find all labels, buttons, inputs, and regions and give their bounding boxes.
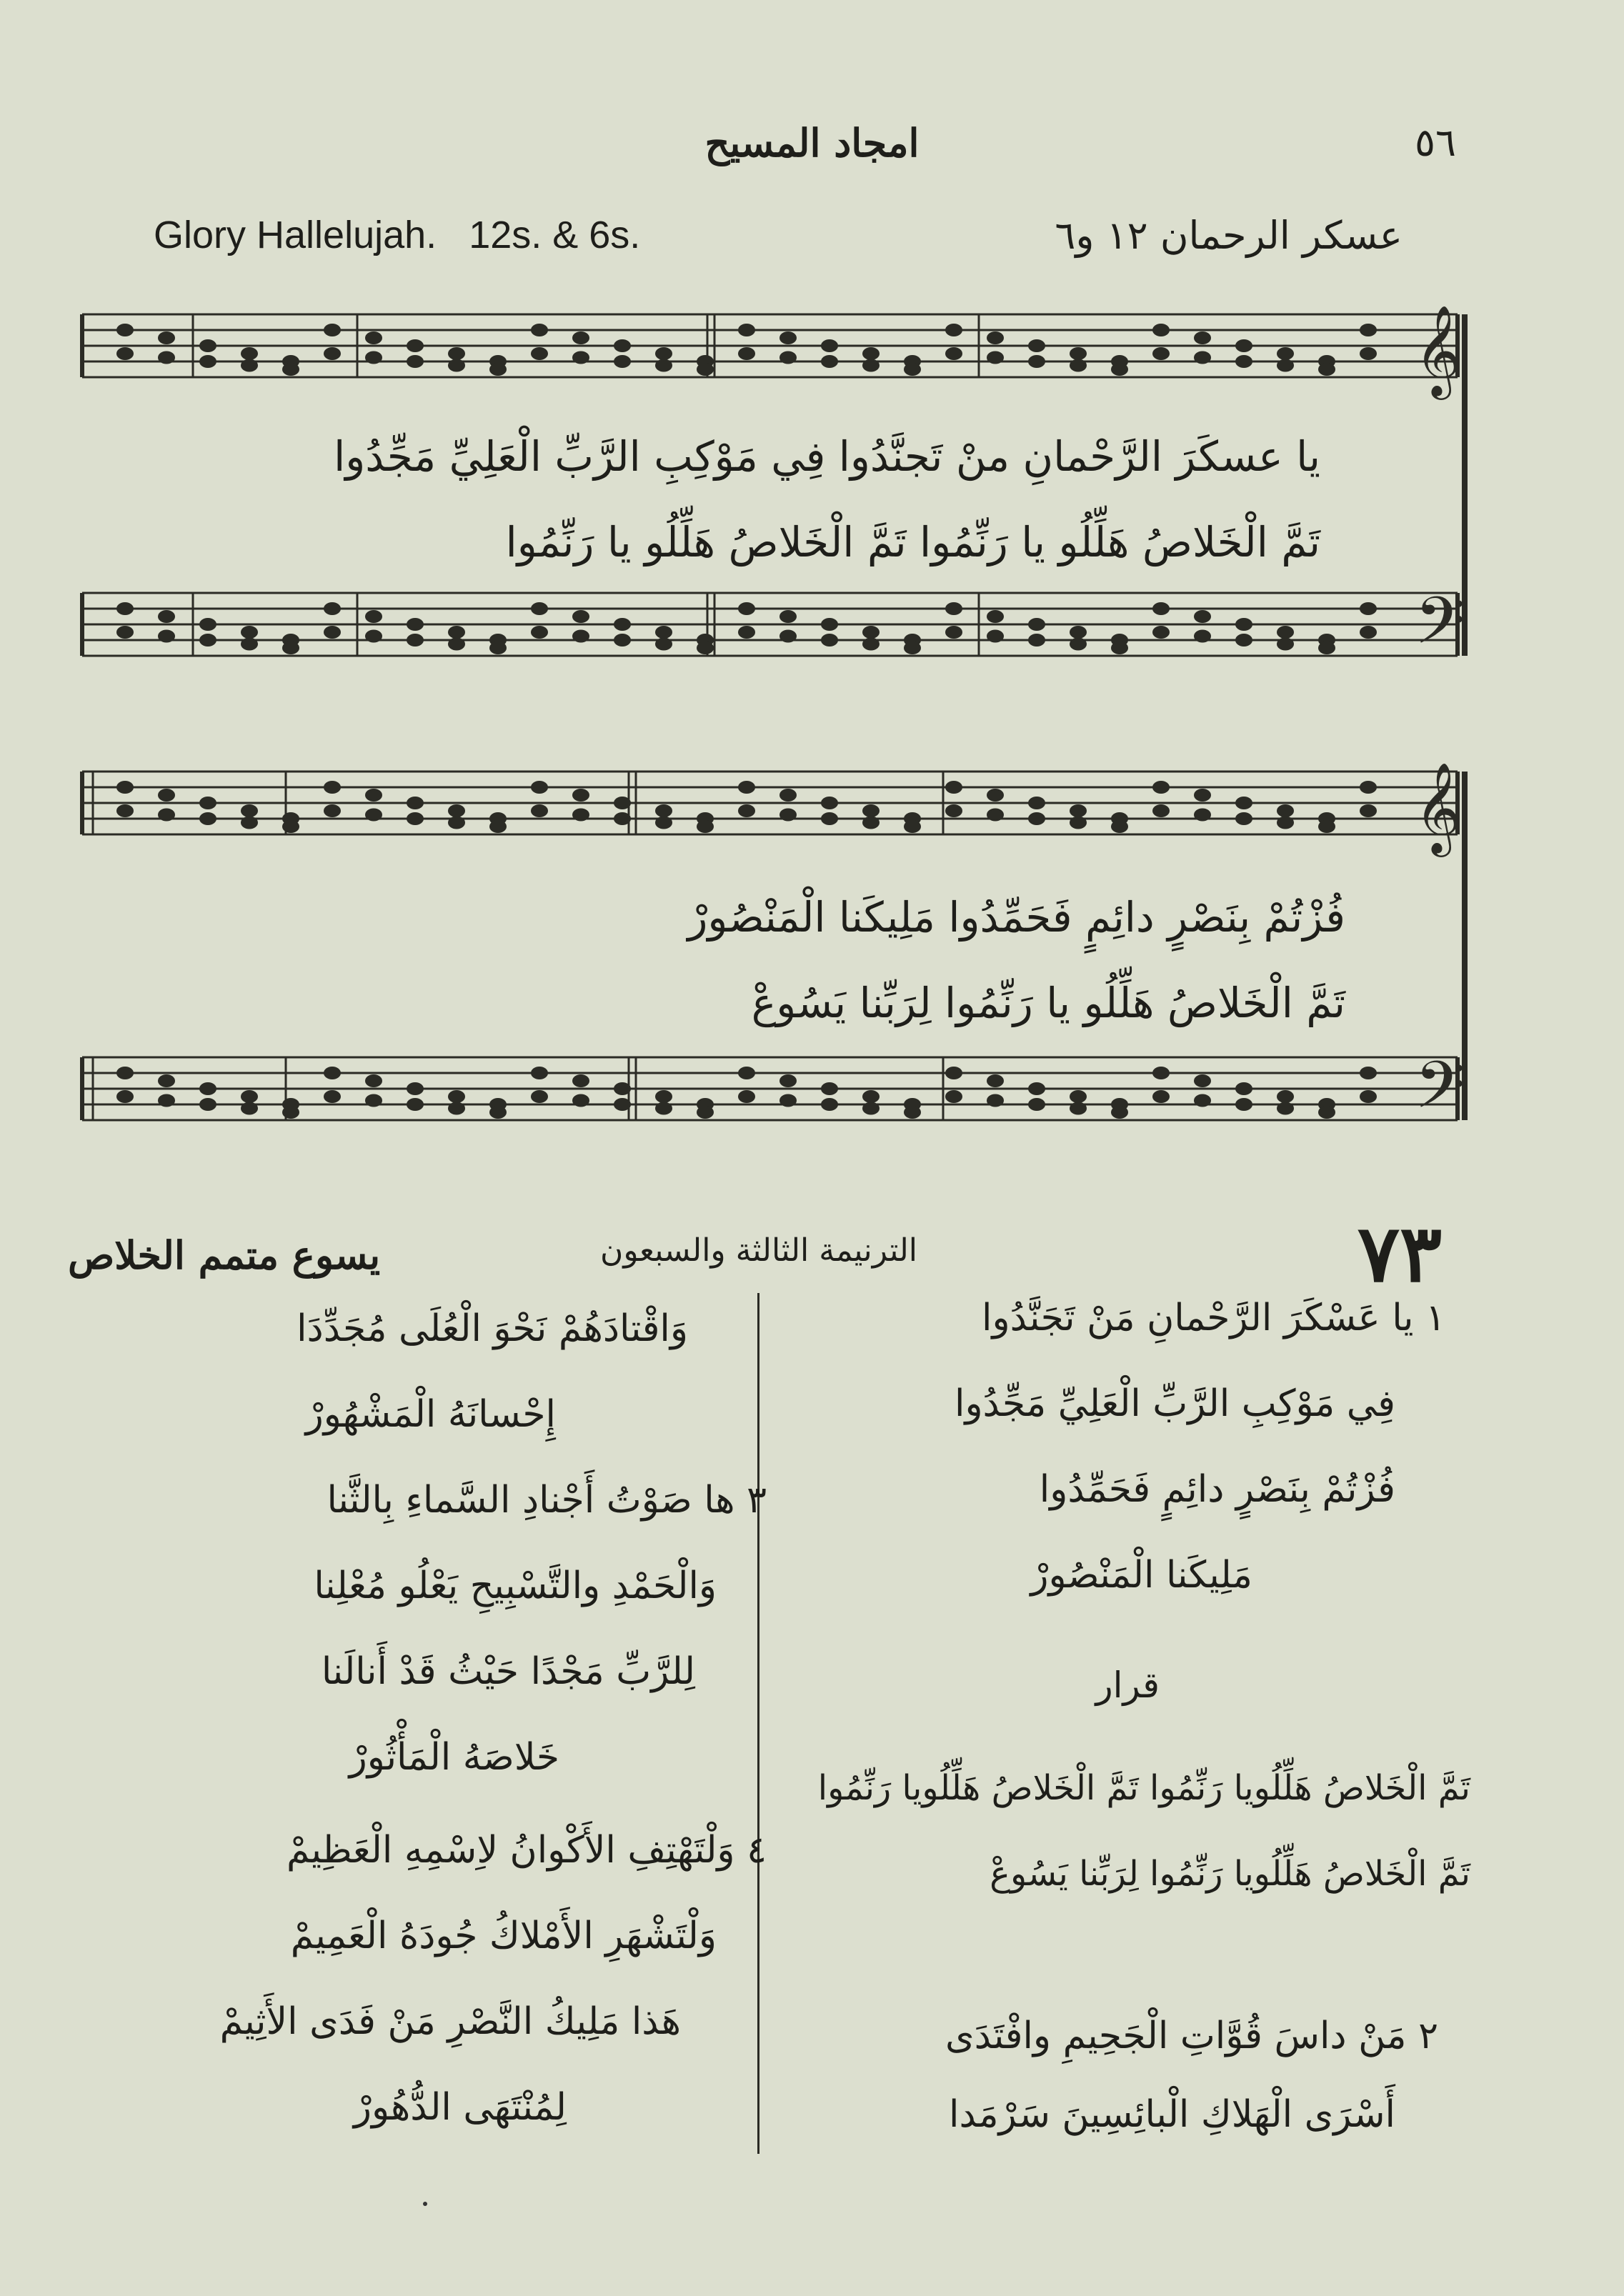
- system2-bass-note: [448, 1102, 465, 1115]
- system1-treble-note: [489, 363, 507, 376]
- chorus-line2: تَمَّ الْخَلاصُ هَلِّلُويا رَنِّمُوا لِرَبِّنا يَسُوعْ: [990, 1854, 1470, 1894]
- system2-treble-note: [572, 789, 589, 802]
- system1-treble-note: [199, 355, 216, 368]
- verse3-line4: خَلاصَهُ الْمَأْثُورْ: [349, 1736, 559, 1779]
- system2-treble-note: [1235, 797, 1252, 809]
- hymn-subtitle: يسوع متمم الخلاص: [68, 1232, 381, 1278]
- system2-treble-note: [448, 817, 465, 829]
- system1-bass-note: [1152, 626, 1170, 639]
- verse1-line2: فِي مَوْكِبِ الرَّبِّ الْعَلِيِّ مَجِّدُوا: [955, 1382, 1395, 1425]
- system1-treble-note: [241, 347, 258, 360]
- system2-treble-note: [1318, 820, 1335, 833]
- verse2-line4: إِحْسانَهُ الْمَشْهُورْ: [305, 1393, 556, 1436]
- system1-bass-note: [1277, 626, 1294, 639]
- system2-bass-note: [1235, 1098, 1252, 1111]
- system2-treble-note: [324, 804, 341, 817]
- treble-clef-icon: 𝄞: [1415, 304, 1462, 396]
- system1-treble-note: [738, 347, 755, 360]
- system2-treble-note: [614, 797, 631, 809]
- system2-treble-note: [1360, 804, 1377, 817]
- system2-bass-note: [779, 1074, 797, 1087]
- system1-bass-note: [324, 626, 341, 639]
- system1-treble-note: [241, 359, 258, 372]
- system2-bass-note: [1028, 1082, 1045, 1095]
- system2-bass-note: [697, 1106, 714, 1119]
- system1-bass-note: [614, 634, 631, 647]
- system2-bass-note: [1111, 1106, 1128, 1119]
- system1-treble-note: [945, 324, 962, 336]
- system1-bass-note: [572, 610, 589, 623]
- system2-bass-note: [572, 1074, 589, 1087]
- system2-bass-note: [987, 1074, 1004, 1087]
- system1-treble-note: [904, 363, 921, 376]
- system2-bass-note: [1318, 1106, 1335, 1119]
- system2-bass-note: [821, 1098, 838, 1111]
- system1-treble-note: [1235, 355, 1252, 368]
- system2-bass-note: [1152, 1090, 1170, 1103]
- system1-bass-note: [862, 638, 880, 651]
- system1-bass-note: [531, 602, 548, 615]
- verse1-line1: ١ يا عَسْكَرَ الرَّحْمانِ مَنْ تَجَنَّدُوا: [982, 1297, 1445, 1339]
- system1-bass-note: [1194, 610, 1211, 623]
- system1-treble-note: [324, 347, 341, 360]
- system2-bass-note: [241, 1102, 258, 1115]
- system2-bass-note: [1277, 1102, 1294, 1115]
- system2-treble-note: [779, 789, 797, 802]
- system2-bass-note: [116, 1090, 134, 1103]
- system1-treble-note: [614, 339, 631, 352]
- system2-bass-note: [1028, 1098, 1045, 1111]
- system1-treble-note: [407, 339, 424, 352]
- system1-treble-note: [199, 339, 216, 352]
- system2-treble-note: [1111, 820, 1128, 833]
- system1-bass-note: [1111, 642, 1128, 654]
- system1-treble-note: [365, 351, 382, 364]
- system1-bass-note: [1360, 602, 1377, 615]
- system1-bass-note: [158, 610, 175, 623]
- system2-treble-note: [945, 804, 962, 817]
- system2-treble-note: [448, 804, 465, 817]
- system1-treble-note: [365, 331, 382, 344]
- system1-treble-note: [1070, 347, 1087, 360]
- system1-bass-note: [945, 626, 962, 639]
- system2-bass-note: [489, 1106, 507, 1119]
- system1-bass-note: [738, 602, 755, 615]
- hymn-number: ٧٣: [1358, 1207, 1443, 1299]
- system2-treble-note: [821, 812, 838, 825]
- system1-bass-note: [1235, 634, 1252, 647]
- system2-bass-note: [572, 1094, 589, 1107]
- chorus-label: قرار: [1095, 1664, 1160, 1706]
- system1-treble-note: [1028, 355, 1045, 368]
- system2-bass-note: [779, 1094, 797, 1107]
- verse4-line3: هَذا مَلِيكُ النَّصْرِ مَنْ فَدَى الأَثِيمْ: [219, 2000, 681, 2043]
- system2-treble-note: [241, 804, 258, 817]
- system1-bass-note: [821, 618, 838, 631]
- system1-treble-note: [1152, 324, 1170, 336]
- system1-treble-note: [862, 347, 880, 360]
- verse4-line1: ٤ وَلْتَهْتِفِ الأَكْوانُ لاِسْمِهِ الْعَظِيمْ: [286, 1829, 767, 1872]
- system1-lyric-line2: تَمَّ الْخَلاصُ هَلِّلُو يا رَنِّمُوا تَمَّ الْخَلاصُ هَلِّلُو يا رَنِّمُوا: [505, 518, 1320, 566]
- system2-bass-note: [1360, 1090, 1377, 1103]
- system1-bass-note: [1028, 618, 1045, 631]
- system1-bass-note: [116, 602, 134, 615]
- system2-treble-note: [655, 804, 672, 817]
- system1-treble-note: [531, 347, 548, 360]
- system1-bass-note: [614, 618, 631, 631]
- system1-bass-note: [1152, 602, 1170, 615]
- system2-bass-note: [116, 1067, 134, 1079]
- system1-lyric-line1: يا عسكَرَ الرَّحْمانِ منْ تَجنَّدُوا فِي مَوْكِبِ الرَّبِّ الْعَلِيِّ مَجِّدُوا: [334, 432, 1320, 481]
- system1-treble-note: [407, 355, 424, 368]
- system2-lyric-line2: تَمَّ الْخَلاصُ هَلِّلُو يا رَنِّمُوا لِرَبِّنا يَسُوعْ: [751, 979, 1345, 1027]
- verse1-line4: مَلِيكَنا الْمَنْصُورْ: [1030, 1554, 1252, 1597]
- system1-treble-note: [779, 351, 797, 364]
- system2-treble-note: [1152, 781, 1170, 794]
- system2-bass-note: [945, 1067, 962, 1079]
- system2-treble-note: [365, 789, 382, 802]
- system2-treble-note: [531, 804, 548, 817]
- system1-bass-note: [655, 626, 672, 639]
- system2-bass-note: [1194, 1074, 1211, 1087]
- system1-bass-note: [1028, 634, 1045, 647]
- system2-treble-note: [158, 809, 175, 822]
- system1-treble-note: [324, 324, 341, 336]
- system2-treble-note: [1235, 812, 1252, 825]
- system2-treble-note: [738, 781, 755, 794]
- system2-bass-note: [448, 1090, 465, 1103]
- system1-bass-note: [365, 630, 382, 643]
- system2-bass-note: [655, 1090, 672, 1103]
- system1-treble-note: [1360, 347, 1377, 360]
- running-title: امجاد المسيح: [704, 120, 920, 166]
- system1-bass-note: [1070, 638, 1087, 651]
- system1-treble-note: [1111, 363, 1128, 376]
- system2-treble-note: [697, 820, 714, 833]
- system1-treble-note: [655, 359, 672, 372]
- system2-treble-note: [116, 781, 134, 794]
- system2-treble-note: [572, 809, 589, 822]
- system2-treble-note: [862, 817, 880, 829]
- system2-treble-note: [821, 797, 838, 809]
- system1-bass-note: [407, 634, 424, 647]
- system2-bass-note: [407, 1098, 424, 1111]
- system1-bass-note: [779, 630, 797, 643]
- system1-treble-note: [821, 355, 838, 368]
- system1-bass-note: [365, 610, 382, 623]
- system2-treble-note: [1194, 809, 1211, 822]
- system2-treble-note: [1028, 797, 1045, 809]
- system2-treble-note: [1070, 804, 1087, 817]
- system2-bass-note: [738, 1067, 755, 1079]
- system2-bass-note: [407, 1082, 424, 1095]
- verse3-line2: وَالْحَمْدِ والتَّسْبِيحِ يَعْلُو مُعْلِنا: [314, 1564, 717, 1607]
- treble-clef-icon: 𝄞: [1415, 762, 1462, 853]
- system2-bass-note: [158, 1094, 175, 1107]
- system2-bass-note: [365, 1074, 382, 1087]
- system1-bass-note: [987, 610, 1004, 623]
- system1-bass-note: [1318, 642, 1335, 654]
- system2-treble-note: [324, 781, 341, 794]
- system2-treble-note: [862, 804, 880, 817]
- system2-bass-note: [1194, 1094, 1211, 1107]
- system2-treble-note: [1277, 817, 1294, 829]
- system1-treble-note: [1235, 339, 1252, 352]
- system2-bass-note: [324, 1090, 341, 1103]
- bass-clef-icon: 𝄢: [1415, 583, 1465, 674]
- system2-treble-note: [1070, 817, 1087, 829]
- system1-treble-note: [862, 359, 880, 372]
- system1-treble-note: [738, 324, 755, 336]
- system2-bass-note: [821, 1082, 838, 1095]
- system2-bass-note: [614, 1082, 631, 1095]
- system2-treble-note: [655, 817, 672, 829]
- system2-treble-note: [945, 781, 962, 794]
- system2-treble-note: [531, 781, 548, 794]
- system1-treble-note: [572, 351, 589, 364]
- system1-bass-note: [987, 630, 1004, 643]
- system2-treble-note: [489, 820, 507, 833]
- system2-treble-note: [1152, 804, 1170, 817]
- verse4-line2: وَلْتَشْهَرِ الأَمْلاكُ جُودَهُ الْعَمِيمْ: [290, 1915, 717, 1957]
- system2-treble-note: [1194, 789, 1211, 802]
- system1-bass-note: [199, 618, 216, 631]
- system1-bass-note: [448, 626, 465, 639]
- system2-treble-note: [738, 804, 755, 817]
- system2-bass-note: [365, 1094, 382, 1107]
- system1-bass-note: [1194, 630, 1211, 643]
- system1-bass-note: [282, 642, 299, 654]
- system1-treble-note: [572, 331, 589, 344]
- system1-treble-note: [821, 339, 838, 352]
- system1-treble-note: [1277, 359, 1294, 372]
- system2-bass-note: [738, 1090, 755, 1103]
- system1-bass-note: [945, 602, 962, 615]
- system1-bass-note: [821, 634, 838, 647]
- system1-bass-note: [241, 638, 258, 651]
- system2-bass-note: [987, 1094, 1004, 1107]
- system2-treble-note: [199, 812, 216, 825]
- tune-name-arabic: عسكر الرحمان ١٢ و٦: [1055, 213, 1403, 258]
- system1-bass-note: [489, 642, 507, 654]
- system1-bass-note: [572, 630, 589, 643]
- system2-treble-note: [904, 820, 921, 833]
- system2-treble-note: [407, 812, 424, 825]
- system2-treble-note: [158, 789, 175, 802]
- system2-bass-note: [1277, 1090, 1294, 1103]
- system2-bass-note: [324, 1067, 341, 1079]
- system2-bass-note: [199, 1082, 216, 1095]
- system2-bass-note: [199, 1098, 216, 1111]
- system2-bass-note: [904, 1106, 921, 1119]
- bass-clef-icon: 𝄢: [1415, 1047, 1465, 1139]
- system2-bass-note: [614, 1098, 631, 1111]
- tune-title: Glory Hallelujah.: [154, 214, 437, 256]
- system1-treble-note: [655, 347, 672, 360]
- verse4-line4: لِمُنْتَهَى الدُّهُورْ: [353, 2086, 567, 2129]
- system1-bass-note: [199, 634, 216, 647]
- system2-bass-note: [1070, 1102, 1087, 1115]
- system2-treble-note: [365, 809, 382, 822]
- system2-bass-note: [862, 1102, 880, 1115]
- system1-bass-note: [697, 642, 714, 654]
- system1-bass-note: [738, 626, 755, 639]
- system2-treble-note: [199, 797, 216, 809]
- system1-treble-note: [945, 347, 962, 360]
- verse2-line2: أَسْرَى الْهَلاكِ الْبائِسِينَ سَرْمَدا: [949, 2093, 1395, 2136]
- system1-bass-note: [1070, 626, 1087, 639]
- system1-treble-note: [1152, 347, 1170, 360]
- page-speck: [423, 2202, 427, 2206]
- system2-bass-note: [531, 1067, 548, 1079]
- system2-bass-note: [1360, 1067, 1377, 1079]
- system1-bass-note: [407, 618, 424, 631]
- chorus-line1: تَمَّ الْخَلاصُ هَلِّلُويا رَنِّمُوا تَمَّ الْخَلاصُ هَلِّلُويا رَنِّمُوا: [817, 1768, 1470, 1808]
- system2-bass-note: [158, 1074, 175, 1087]
- system1-bass-note: [531, 626, 548, 639]
- system1-treble-note: [1277, 347, 1294, 360]
- system1-treble-note: [1318, 363, 1335, 376]
- system2-bass-note: [241, 1090, 258, 1103]
- system1-treble-note: [614, 355, 631, 368]
- system2-treble-note: [407, 797, 424, 809]
- system1-bass-note: [116, 626, 134, 639]
- system2-bass-note: [1070, 1090, 1087, 1103]
- system1-bass-note: [241, 626, 258, 639]
- system2-treble-note: [282, 820, 299, 833]
- system1-treble-note: [1360, 324, 1377, 336]
- system2-bass-note: [1235, 1082, 1252, 1095]
- system1-treble-note: [1028, 339, 1045, 352]
- system1-treble-note: [1070, 359, 1087, 372]
- system1-bass-note: [448, 638, 465, 651]
- system2-treble-note: [987, 789, 1004, 802]
- system2-treble-note: [614, 812, 631, 825]
- verse1-line3: فُزْتُمْ بِنَصْرٍ دائِمٍ فَحَمِّدُوا: [1039, 1468, 1395, 1511]
- system1-treble-note: [116, 347, 134, 360]
- system1-treble-note: [282, 363, 299, 376]
- system1-treble-note: [158, 331, 175, 344]
- hymn-title: الترنيمة الثالثة والسبعون: [600, 1232, 917, 1269]
- system2-treble-note: [1028, 812, 1045, 825]
- verse3-line3: لِلرَّبِّ مَجْدًا حَيْثُ قَدْ أَنالَنا: [321, 1650, 695, 1693]
- system2-treble-note: [987, 809, 1004, 822]
- verse2-line1: ٢ مَنْ داسَ قُوَّاتِ الْجَحِيمِ وافْتَدَى: [945, 2015, 1438, 2057]
- system1-treble-note: [1194, 331, 1211, 344]
- verse3-line1: ٣ ها صَوْتُ أَجْنادِ السَّماءِ بِالثَّنا: [327, 1479, 767, 1522]
- system1-bass-note: [1277, 638, 1294, 651]
- system2-bass-note: [531, 1090, 548, 1103]
- system2-treble-note: [779, 809, 797, 822]
- system1-bass-note: [862, 626, 880, 639]
- system2-treble-note: [1360, 781, 1377, 794]
- tune-meter: 12s. & 6s.: [469, 214, 641, 256]
- system1-bass-note: [655, 638, 672, 651]
- system1-bass-note: [1360, 626, 1377, 639]
- system1-treble-note: [987, 331, 1004, 344]
- system1-treble-note: [779, 331, 797, 344]
- system2-lyric-line1: فُزْتُمْ بِنَصْرٍ دائِمٍ فَحَمِّدُوا مَلِيكَنا الْمَنْصُورْ: [687, 893, 1345, 942]
- system2-bass-note: [282, 1106, 299, 1119]
- system1-treble-note: [531, 324, 548, 336]
- system1-treble-note: [697, 363, 714, 376]
- column-divider: [757, 1293, 759, 2154]
- system1-treble-note: [116, 324, 134, 336]
- system1-treble-note: [448, 359, 465, 372]
- system1-treble-note: [1194, 351, 1211, 364]
- system2-bass-note: [862, 1090, 880, 1103]
- system2-treble-note: [116, 804, 134, 817]
- system1-bass-note: [1235, 618, 1252, 631]
- system2-bass-note: [655, 1102, 672, 1115]
- system1-bass-note: [324, 602, 341, 615]
- system2-bass-note: [1152, 1067, 1170, 1079]
- system2-bass-note: [945, 1090, 962, 1103]
- system1-treble-note: [448, 347, 465, 360]
- system1-treble-note: [158, 351, 175, 364]
- system1-treble-note: [987, 351, 1004, 364]
- system1-bass-note: [904, 642, 921, 654]
- system1-bass-note: [158, 630, 175, 643]
- system2-treble-note: [1277, 804, 1294, 817]
- page-number: ٥٦: [1415, 120, 1457, 165]
- system1-bass-note: [779, 610, 797, 623]
- system2-treble-note: [241, 817, 258, 829]
- verse2-line3: وَاقْتادَهُمْ نَحْوَ الْعُلَى مُجَدِّدَا: [297, 1307, 688, 1350]
